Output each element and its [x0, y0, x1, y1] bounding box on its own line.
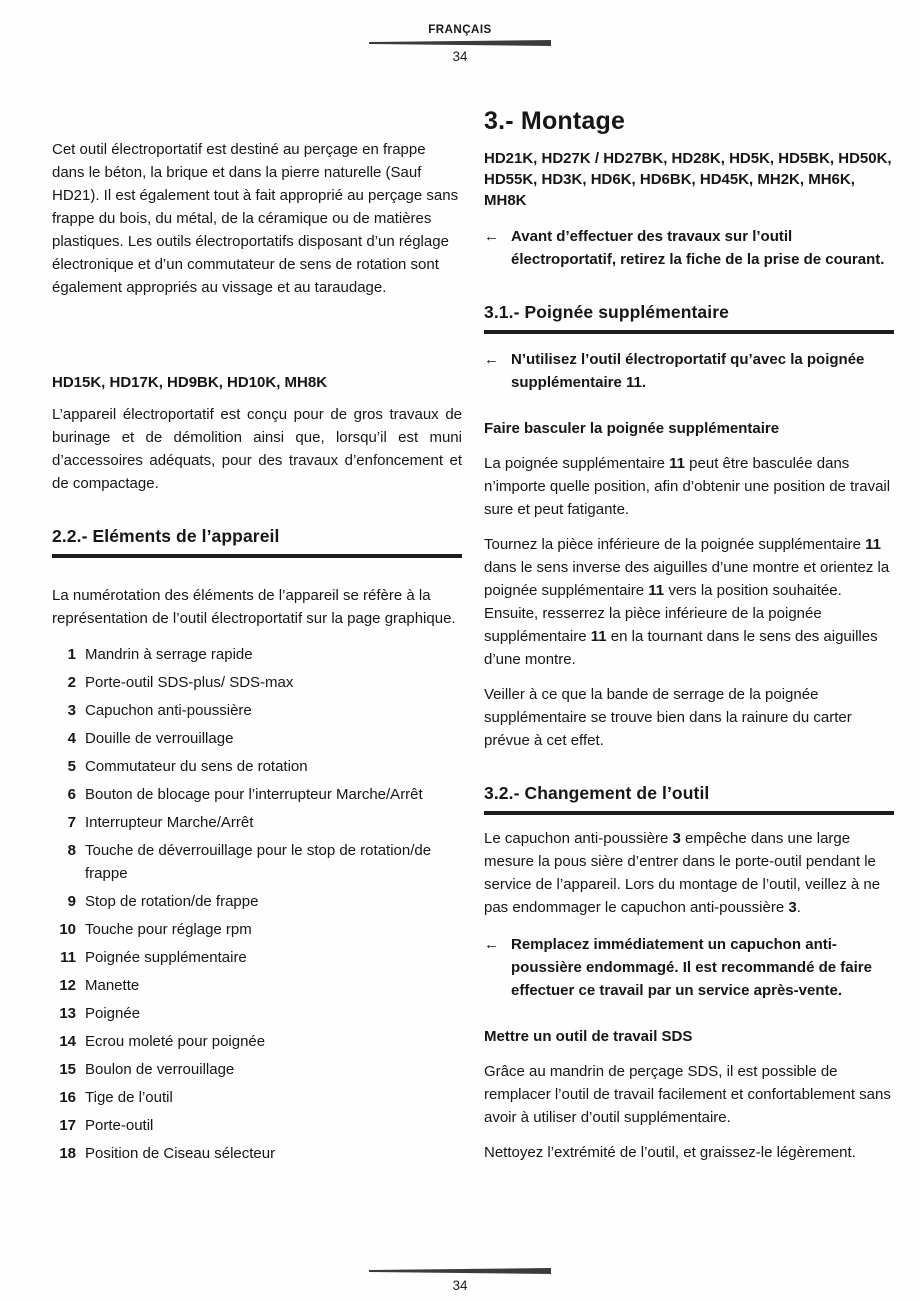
left-arrow-icon: ← [484, 351, 499, 368]
section-3-2-title: 3.2.- Changement de l’outil [484, 783, 710, 803]
parts-list-item [52, 783, 462, 806]
section-3-1-title: 3.1.- Poignée supplémentaire [484, 302, 729, 322]
part-label: Poignée [85, 1005, 141, 1022]
part-label: Douille de verrouillage [85, 730, 234, 747]
dustcap-paragraph: Le capuchon anti-poussière 3 empêche dans une large mesure la pous sière d’entrer dans le porte-outil pendant le service de l’appareil. Lors du montage de l’outil, veillez à ne pas endommager le capuchon anti-poussière 3. [484, 830, 881, 916]
part-number: 4 [67, 730, 76, 747]
intro-paragraph: Cet outil électroportatif est destiné au perçage en frappe dans le béton, la brique et dans la pierre naturelle (Sauf HD21). Il est également tout à fait approprié au perçage sans frappe du bois, du métal, de la céramique ou de matières plastiques. Les outils électroportatifs disposant d’un réglage électronique et d’un commutateur de sens de rotation sont également appropriés au vissage et au taraudage. [52, 141, 459, 296]
parts-list-item [52, 699, 462, 722]
part-number: 7 [67, 814, 76, 831]
parts-list-item [52, 1058, 462, 1081]
part-label: Tige de l’outil [85, 1089, 173, 1106]
parts-list-item [52, 643, 462, 666]
content-columns [52, 106, 894, 1165]
part-label: Porte-outil [85, 1117, 154, 1134]
part-number: 10 [59, 921, 76, 938]
parts-list-item [52, 1002, 462, 1025]
part-number: 8 [67, 842, 76, 859]
models-heading-left: HD15K, HD17K, HD9BK, HD10K, MH8K [52, 374, 328, 391]
warning-handle [484, 348, 894, 394]
section-3-1-rule [484, 330, 894, 334]
parts-list-item [52, 946, 462, 969]
numbering-paragraph: La numérotation des éléments de l’appareil se réfère à la représentation de l’outil électroportatif sur la page graphique. [52, 587, 456, 627]
section-3-title: 3.- Montage [484, 107, 626, 135]
part-label: Stop de rotation/de frappe [85, 893, 259, 910]
part-number: 9 [67, 893, 76, 910]
swivel-paragraph-1: La poignée supplémentaire 11 peut être basculée dans n’importe quelle position, afin d’obtenir une position de travail sure et peut fatigante. [484, 455, 891, 518]
parts-list [52, 643, 462, 1165]
left-arrow-icon: ← [484, 936, 499, 953]
left-column [52, 106, 462, 1165]
warning-unplug-text: Avant d’effectuer des travaux sur l’outil électroportatif, retirez la fiche de la prise de courant. [511, 228, 885, 268]
swivel-subheading: Faire basculer la poignée supplémentaire [484, 420, 780, 437]
part-label: Boulon de verrouillage [85, 1061, 235, 1078]
warning-dustcap-text: Remplacez immédiatement un capuchon anti-poussière endommagé. Il est recommandé de faire effectuer ce travail par un service après-vente. [511, 936, 872, 999]
part-number: 12 [59, 977, 76, 994]
parts-list-item [52, 918, 462, 941]
parts-list-item [52, 1030, 462, 1053]
part-number: 6 [67, 786, 76, 803]
warning-dustcap [484, 933, 894, 1002]
parts-list-item [52, 755, 462, 778]
parts-list-item [52, 727, 462, 750]
part-number: 17 [59, 1117, 76, 1134]
section-2-2 [52, 525, 462, 558]
parts-list-item [52, 671, 462, 694]
parts-list-item [52, 811, 462, 834]
swivel-paragraph-3: Veiller à ce que la bande de serrage de la poignée supplémentaire se trouve bien dans la rainure du carter prévue à cet effet. [484, 686, 852, 749]
page-header [0, 24, 920, 64]
part-label: Bouton de blocage pour l’interrupteur Marche/Arrêt [85, 786, 423, 803]
warning-unplug [484, 225, 894, 271]
parts-list-item [52, 839, 462, 885]
part-label: Poignée supplémentaire [85, 949, 247, 966]
warning-handle-text: N’utilisez l’outil électroportatif qu’avec la poignée supplémentaire 11. [511, 351, 865, 391]
parts-list-item [52, 1142, 462, 1165]
models-paragraph: L’appareil électroportatif est conçu pour de gros travaux de burinage et de démolition ainsi que, lorsqu’il est muni d’accessoires adéquats, pour des travaux d’enfoncement et de compactage. [52, 406, 462, 492]
part-label: Position de Ciseau sélecteur [85, 1145, 276, 1162]
right-column [484, 106, 894, 1165]
part-label: Touche de déverrouillage pour le stop de rotation/de frappe [85, 842, 432, 882]
models-line-right: HD21K, HD27K / HD27BK, HD28K, HD5K, HD5BK, HD50K, HD55K, HD3K, HD6K, HD6BK, HD45K, MH2K, MH6K, MH8K [484, 150, 892, 209]
section-2-2-title: 2.2.- Eléments de l’appareil [52, 526, 280, 546]
parts-list-item [52, 890, 462, 913]
part-label: Mandrin à serrage rapide [85, 646, 253, 663]
header-rule [369, 40, 551, 46]
part-number: 2 [67, 674, 76, 691]
part-number: 15 [59, 1061, 76, 1078]
page-number-bottom: 34 [452, 1278, 468, 1293]
part-number: 13 [59, 1005, 76, 1022]
section-3-2 [484, 782, 894, 815]
sds-paragraph-1: Grâce au mandrin de perçage SDS, il est possible de remplacer l’outil de travail facilement et confortablement sans avoir à utiliser d’outil supplémentaire. [484, 1063, 891, 1126]
part-number: 16 [59, 1089, 76, 1106]
swivel-paragraph-2: Tournez la pièce inférieure de la poignée supplémentaire 11 dans le sens inverse des aiguilles d’une montre et orientez la poignée supplémentaire 11 vers la position souhaitée. Ensuite, resserrez la pièce inférieure de la poignée supplémentaire 11 en la tournant dans le sens des aiguilles d’une montre. [484, 536, 890, 668]
left-arrow-icon: ← [484, 228, 499, 245]
part-label: Interrupteur Marche/Arrêt [85, 814, 254, 831]
part-number: 18 [59, 1145, 76, 1162]
part-label: Capuchon anti-poussière [85, 702, 252, 719]
sds-subheading: Mettre un outil de travail SDS [484, 1028, 693, 1045]
part-number: 11 [60, 949, 76, 966]
parts-list-item [52, 1086, 462, 1109]
parts-list-item [52, 974, 462, 997]
parts-list-item [52, 1114, 462, 1137]
footer-rule [369, 1268, 551, 1274]
part-label: Touche pour réglage rpm [85, 921, 252, 938]
section-3-1 [484, 301, 894, 334]
part-number: 5 [67, 758, 76, 775]
part-label: Manette [85, 977, 140, 994]
page-number-top: 34 [452, 49, 468, 64]
language-header: FRANÇAIS [428, 24, 492, 36]
section-3-2-rule [484, 811, 894, 815]
part-number: 3 [67, 702, 76, 719]
sds-paragraph-2: Nettoyez l’extrémité de l’outil, et graissez-le légèrement. [484, 1144, 856, 1161]
section-2-2-rule [52, 554, 462, 558]
part-number: 1 [67, 646, 76, 663]
part-label: Ecrou moleté pour poignée [85, 1033, 266, 1050]
part-label: Porte-outil SDS-plus/ SDS-max [85, 674, 294, 691]
part-number: 14 [59, 1033, 76, 1050]
page-footer [0, 1264, 920, 1293]
part-label: Commutateur du sens de rotation [85, 758, 308, 775]
